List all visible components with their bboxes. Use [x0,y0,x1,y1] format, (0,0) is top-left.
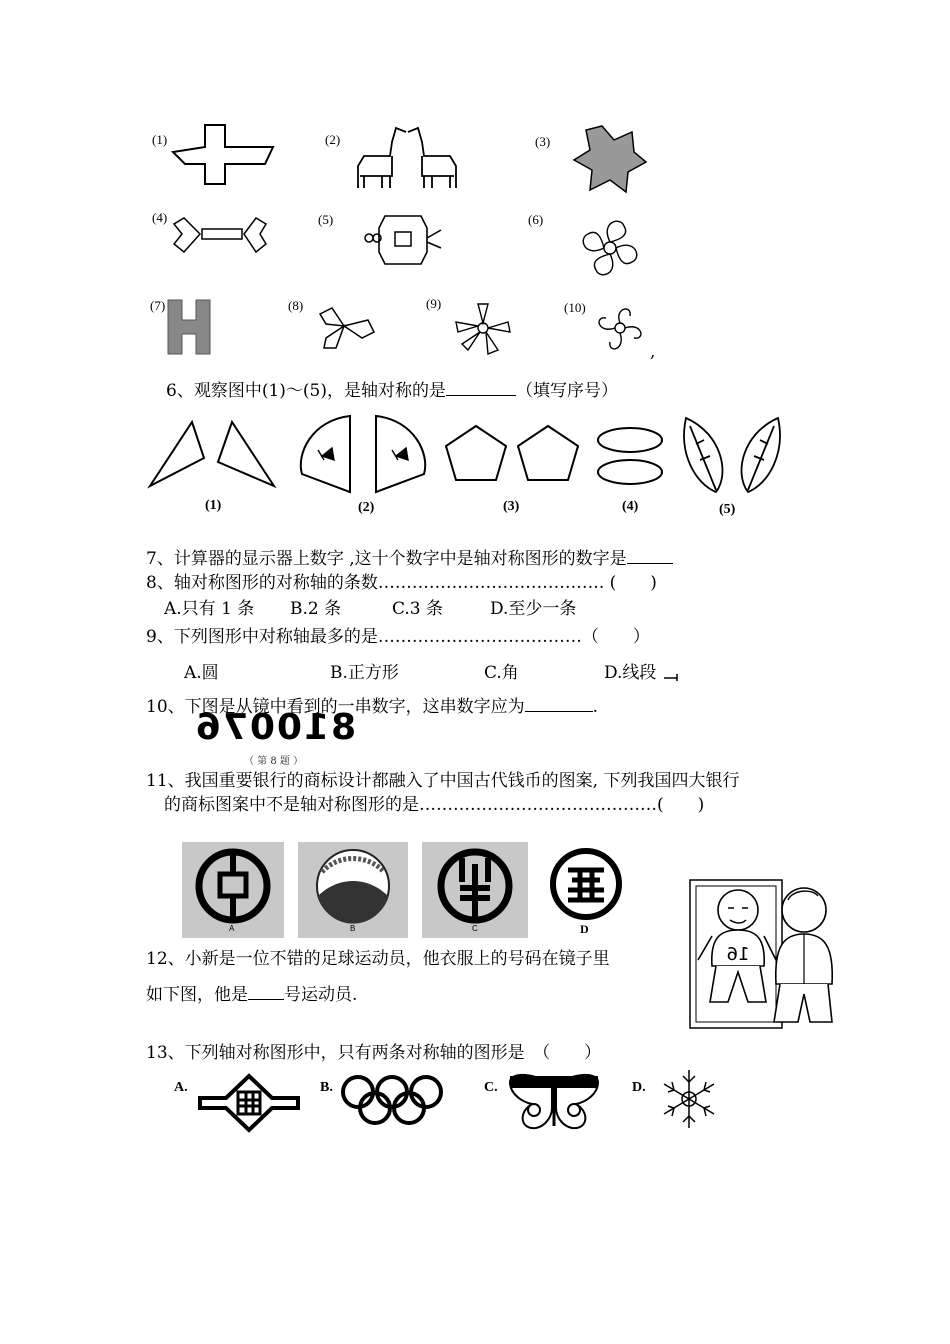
q9-option-b[interactable]: B.正方形 [330,663,399,683]
fig-label: (4) [152,210,168,225]
twin-llama-figure [352,122,462,192]
logo-label: A [229,924,235,933]
snowflake-figure [654,1066,724,1132]
q10-caption: （ 第 8 题 ） [244,756,304,767]
bank-logo-d[interactable] [546,848,626,924]
three-leaf-figure [312,298,382,358]
q9-option-d[interactable]: D.线段 [604,663,657,683]
mirrored-shirt-number: 16 [726,944,750,965]
question-11-line2: 的商标图案中不是轴对称图形的是……………………………………( ) [164,795,705,815]
q12-pre: 如下图，他是 [146,985,248,1005]
bank-logo-c[interactable] [422,842,528,938]
q10-period: . [592,697,599,717]
q8-option-a[interactable]: A.只有 1 条 [164,599,255,619]
logo-label: B [350,924,356,933]
question-12-line1: 12、小新是一位不错的足球运动员，他衣服上的号码在镜子里 [146,949,610,969]
q13-option-c[interactable]: C. [484,1080,498,1095]
q6-fans-figure [296,414,436,496]
q12-post: 号运动员. [284,985,358,1005]
question-6 [166,380,618,402]
mirrored-digits: 810076 [193,707,357,748]
q6-pentagons-figure [444,424,584,490]
q7-answer-blank[interactable] [627,563,673,564]
five-petal-figure [448,300,518,356]
q6-label: (5) [719,502,736,517]
q9-option-a[interactable]: A.圆 [184,663,219,683]
bank-logo-b[interactable] [298,842,408,938]
q13-option-d[interactable]: D. [632,1080,646,1095]
fig-label: (8) [288,298,304,313]
question-12-line2 [146,984,357,1006]
pinwheel-figure [568,122,648,198]
butterfly-figure [506,1072,602,1134]
fig-label: (2) [325,132,341,147]
dragonfly-figure [170,210,270,260]
q6-label: (4) [622,499,639,514]
logo-label: C [472,924,478,933]
question-9: 9、下列图形中对称轴最多的是………………………………（ ） [146,627,650,647]
q12-answer-blank[interactable] [248,999,284,1000]
q8-option-d[interactable]: D.至少一条 [490,599,577,619]
fig-label: (3) [535,134,551,149]
q13-option-a[interactable]: A. [174,1080,188,1095]
beetle-figure [355,208,445,270]
fig-label: (10) [564,300,586,315]
q9-option-c[interactable]: C.角 [484,663,519,683]
q10-answer-blank[interactable] [525,711,593,712]
q6-leaves-figure [682,414,782,496]
olympic-rings-figure [338,1072,446,1124]
question-13: 13、下列轴对称图形中，只有两条对称轴的图形是 （ ） [146,1043,602,1063]
mirror-boy-illustration [688,876,836,1032]
fig-label: (5) [318,212,334,227]
question-7 [146,548,673,570]
q6-label: (2) [358,500,375,515]
q6-text: 6、观察图中(1)～(5)，是轴对称的是 [166,381,446,401]
fig-label: (6) [528,212,544,227]
q6-triangles-figure [146,418,286,494]
letter-h-figure [166,298,216,356]
q10-text: 10、下图是从镜中看到的一串数字，这串数字应为 [146,697,525,717]
q7-text: 7、计算器的显示器上数字 ,这十个数字中是轴对称图形的数字是 [146,549,627,569]
q13-option-b[interactable]: B. [320,1080,333,1095]
cross-figure [165,122,325,190]
spiral-flower-figure [588,300,652,356]
question-11-line1: 11、我国重要银行的商标设计都融入了中国古代钱币的图案, 下列我国四大银行 [146,771,740,791]
q6-ellipses-figure [596,426,666,488]
q6-suffix: （填写序号） [515,381,618,401]
fig-label: (7) [150,298,166,313]
bank-logo-a[interactable] [182,842,284,938]
q8-option-b[interactable]: B.2 条 [290,599,342,619]
logo-label: D [580,922,589,936]
q6-answer-blank[interactable] [446,395,516,396]
q6-label: (1) [205,498,222,513]
fig-label: (1) [152,132,168,147]
flower-figure [570,212,650,284]
q6-label: (3) [503,499,520,514]
fig-label: (9) [426,296,442,311]
line-segment-icon [663,672,679,682]
q8-option-c[interactable]: C.3 条 [392,599,444,619]
trailing-comma: , [650,342,656,362]
question-8: 8、轴对称图形的对称轴的条数…………………………………. ( ) [146,573,657,593]
endless-knot-figure [198,1074,300,1132]
